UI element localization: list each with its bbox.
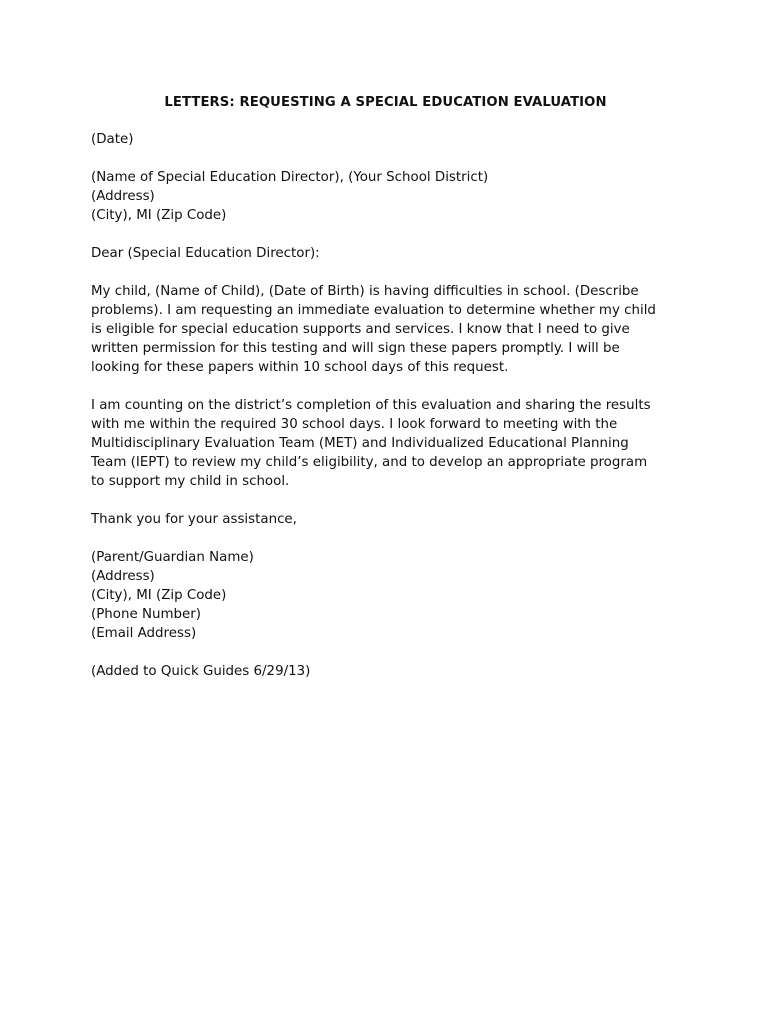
salutation-line: Dear (Special Education Director): xyxy=(91,246,320,261)
footnote xyxy=(91,662,680,681)
letter-title: LETTERS: REQUESTING A SPECIAL EDUCATION EVALUATION xyxy=(164,95,607,110)
paragraph-line: is eligible for special education supports and services. I know that I need to give xyxy=(91,322,630,337)
body-paragraph-1 xyxy=(91,282,680,377)
paragraph-line: with me within the required 30 school days. I look forward to meeting with the xyxy=(91,417,618,432)
salutation xyxy=(91,244,680,263)
footnote-line: (Added to Quick Guides 6/29/13) xyxy=(91,664,311,679)
date-line: (Date) xyxy=(91,132,134,147)
recipient-name-line: (Name of Special Education Director), (Your School District) xyxy=(91,170,489,185)
paragraph-line: I am counting on the district’s completion of this evaluation and sharing the results xyxy=(91,398,651,413)
recipient-address-block xyxy=(91,168,680,225)
recipient-city-line: (City), MI (Zip Code) xyxy=(91,208,227,223)
paragraph-line: looking for these papers within 10 school days of this request. xyxy=(91,360,509,375)
letter-date xyxy=(91,130,680,149)
paragraph-line: Multidisciplinary Evaluation Team (MET) and Individualized Educational Planning xyxy=(91,436,629,451)
recipient-address-line: (Address) xyxy=(91,189,155,204)
sender-city-line: (City), MI (Zip Code) xyxy=(91,588,227,603)
body-paragraph-2 xyxy=(91,396,680,491)
sender-address-line: (Address) xyxy=(91,569,155,584)
paragraph-line: Team (IEPT) to review my child’s eligibility, and to develop an appropriate program xyxy=(91,455,648,470)
paragraph-line: written permission for this testing and will sign these papers promptly. I will be xyxy=(91,341,620,356)
sender-phone-line: (Phone Number) xyxy=(91,607,201,622)
sender-block xyxy=(91,548,680,643)
closing-line: Thank you for your assistance, xyxy=(91,512,297,527)
paragraph-line: My child, (Name of Child), (Date of Birth) is having difficulties in school. (Describe xyxy=(91,284,639,299)
closing xyxy=(91,510,680,529)
paragraph-line: to support my child in school. xyxy=(91,474,290,489)
sender-email-line: (Email Address) xyxy=(91,626,197,641)
sender-name-line: (Parent/Guardian Name) xyxy=(91,550,254,565)
paragraph-line: problems). I am requesting an immediate evaluation to determine whether my child xyxy=(91,303,656,318)
